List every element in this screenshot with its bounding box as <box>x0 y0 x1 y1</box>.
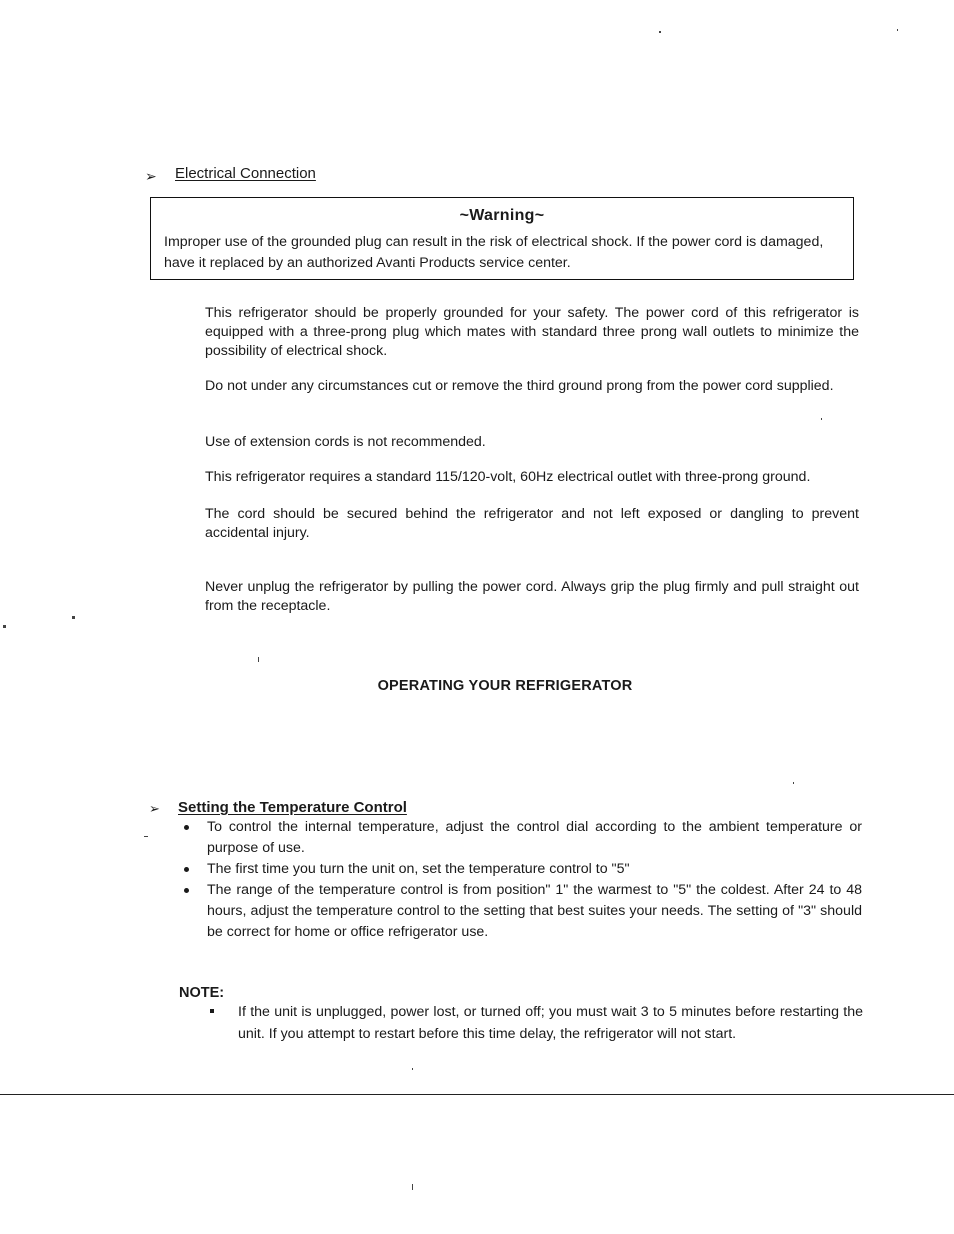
bottom-divider <box>0 1094 954 1095</box>
list-item <box>182 817 862 859</box>
temperature-bullet-list <box>182 817 862 943</box>
warning-box <box>150 197 854 280</box>
scan-speck <box>793 782 794 784</box>
bullet-icon <box>184 825 189 830</box>
square-bullet-icon <box>210 1009 214 1013</box>
extension-cord-paragraph: Use of extension cords is not recommended. <box>205 434 486 450</box>
scan-speck <box>821 418 822 420</box>
bullet-text: The range of the temperature control is from position" 1" the warmest to "5" the coldest. After 24 to 48 hours, adjust the temperature control to the setting that best suites your needs. The setting of "3" should be correct for home or office refrigerator use. <box>207 882 862 940</box>
scan-speck <box>412 1184 413 1190</box>
scan-speck <box>258 657 259 662</box>
ground-prong-paragraph: Do not under any circumstances cut or remove the third ground prong from the power cord supplied. <box>205 378 834 394</box>
scan-speck <box>412 1068 413 1070</box>
note-text: If the unit is unplugged, power lost, or turned off; you must wait 3 to 5 minutes before restarting the unit. If you attempt to restart before this time delay, the refrigerator will not start. <box>238 1004 863 1042</box>
section-marker-icon: ➢ <box>149 801 160 816</box>
bullet-text: The first time you turn the unit on, set the temperature control to "5" <box>207 861 630 877</box>
cord-secured-paragraph: The cord should be secured behind the refrigerator and not left exposed or dangling to prevent accidental injury. <box>205 506 859 541</box>
list-item <box>182 880 862 943</box>
list-item <box>182 859 862 880</box>
outlet-requirement-paragraph: This refrigerator requires a standard 115/120-volt, 60Hz electrical outlet with three-prong ground. <box>205 469 811 485</box>
warning-text: Improper use of the grounded plug can result in the risk of electrical shock. If the power cord is damaged, have it replaced by an authorized Avanti Products service center. <box>164 234 824 271</box>
electrical-connection-heading: Electrical Connection <box>175 165 316 182</box>
scan-speck <box>3 625 6 628</box>
operating-heading: OPERATING YOUR REFRIGERATOR <box>377 678 633 694</box>
bullet-icon <box>184 888 189 893</box>
warning-title: ~Warning~ <box>459 207 545 224</box>
list-item <box>208 1001 863 1045</box>
grounding-paragraph: This refrigerator should be properly grounded for your safety. The power cord of this refrigerator is equipped with a three-prong plug which mates with standard three prong wall outlets to minimize the possibility of electrical shock. <box>205 305 859 359</box>
section-marker-icon: ➢ <box>145 168 157 184</box>
note-list <box>208 1001 863 1045</box>
note-label: NOTE: <box>179 985 225 1001</box>
scan-speck <box>897 29 898 31</box>
scan-speck <box>144 836 148 837</box>
scan-speck <box>72 616 75 619</box>
unplug-paragraph: Never unplug the refrigerator by pulling the power cord. Always grip the plug firmly and pull straight out from the receptacle. <box>205 579 859 614</box>
scan-speck <box>659 31 661 33</box>
bullet-text: To control the internal temperature, adjust the control dial according to the ambient temperature or purpose of use. <box>207 819 862 856</box>
bullet-icon <box>184 867 189 872</box>
temperature-control-heading: Setting the Temperature Control <box>178 799 407 816</box>
